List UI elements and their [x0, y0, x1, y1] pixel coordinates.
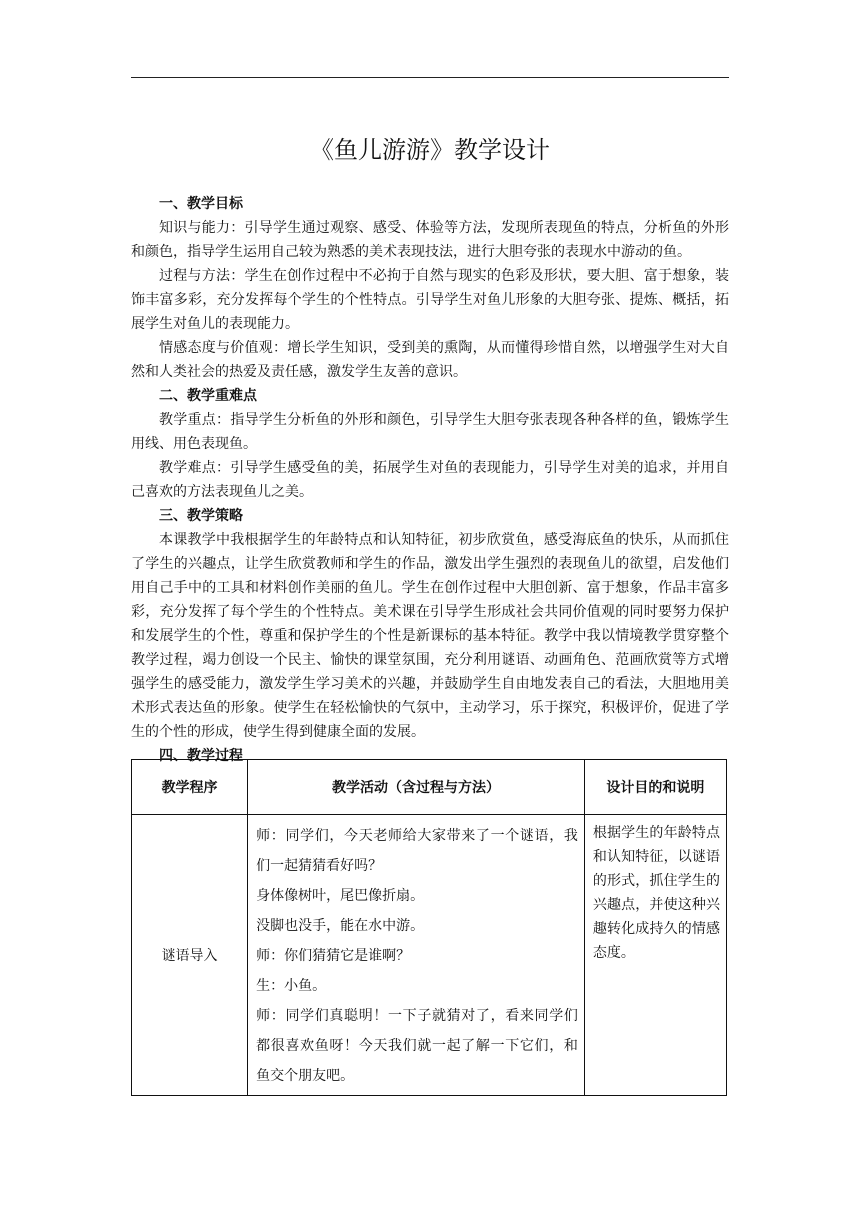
table-header-purpose: 设计目的和说明 — [584, 760, 726, 815]
table-header-stage: 教学程序 — [132, 760, 248, 815]
document-body — [131, 192, 729, 768]
activity-line: 师：你们猜猜它是谁啊？ — [256, 948, 411, 964]
header-rule — [131, 77, 729, 78]
paragraph-attitude: 情感态度与价值观：增长学生知识，受到美的熏陶，从而懂得珍惜自然，以增强学生对大自然和人类社会的热爱及责任感，激发学生友善的意识。 — [131, 340, 729, 380]
teaching-process-table — [131, 759, 727, 1096]
activity-line: 生：小鱼。 — [256, 978, 327, 994]
section-heading-strategy: 三、教学策略 — [159, 508, 243, 524]
activity-line: 身体像树叶，尾巴像折扇。 — [256, 888, 425, 904]
table-header-row — [132, 760, 727, 815]
table-header-activity: 教学活动（含过程与方法） — [248, 760, 585, 815]
paragraph-knowledge: 知识与能力：引导学生通过观察、感受、体验等方法，发现所表现鱼的特点，分析鱼的外形和颜色，指导学生运用自己较为熟悉的美术表现技法，进行大胆夸张的表现水中游动的鱼。 — [131, 220, 729, 260]
paragraph-difficulty: 教学难点：引导学生感受鱼的美，拓展学生对鱼的表现能力，引导学生对美的追求，并用自己喜欢的方法表现鱼儿之美。 — [131, 460, 729, 500]
section-heading-key-points: 二、教学重难点 — [159, 388, 257, 404]
activity-line: 师：同学们真聪明！一下子就猜对了，看来同学们都很喜欢鱼呀！今天我们就一起了解一下它们，和鱼交个朋友吧。 — [256, 1008, 578, 1084]
activity-line: 没脚也没手，能在水中游。 — [256, 918, 425, 934]
section-heading-process: 四、教学过程 — [159, 748, 243, 764]
table-cell-activity — [248, 815, 585, 1096]
paragraph-key-point: 教学重点：指导学生分析鱼的外形和颜色，引导学生大胆夸张表现各种各样的鱼，锻炼学生用线、用色表现鱼。 — [131, 412, 729, 452]
table-row — [132, 815, 727, 1096]
section-heading-objectives: 一、教学目标 — [159, 196, 243, 212]
table-cell-purpose: 根据学生的年龄特点和认知特征，以谜语的形式，抓住学生的兴趣点，并使这种兴趣转化成持久的情感态度。 — [584, 815, 726, 1096]
paragraph-strategy: 本课教学中我根据学生的年龄特点和认知特征，初步欣赏鱼，感受海底鱼的快乐，从而抓住了学生的兴趣点，让学生欣赏教师和学生的作品，激发出学生强烈的表现鱼儿的欲望，启发他们用自己手中的工具和材料创作美丽的鱼儿。学生在创作过程中大胆创新、富于想象，作品丰富多彩，充分发挥了每个学生的个性特点。美术课在引导学生形成社会共同价值观的同时要努力保护和发展学生的个性，尊重和保护学生的个性是新课标的基本特征。教学中我以情境教学贯穿整个教学过程，竭力创设一个民主、愉快的课堂氛围，充分利用谜语、动画角色、范画欣赏等方式增强学生的感受能力，激发学生学习美术的兴趣，并鼓励学生自由地发表自己的看法，大胆地用美术形式表达鱼的形象。使学生在轻松愉快的气氛中，主动学习，乐于探究，积极评价，促进了学生的个性的形成，使学生得到健康全面的发展。 — [131, 532, 729, 740]
paragraph-process: 过程与方法：学生在创作过程中不必拘于自然与现实的色彩及形状，要大胆、富于想象，装饰丰富多彩，充分发挥每个学生的个性特点。引导学生对鱼儿形象的大胆夸张、提炼、概括，拓展学生对鱼儿的表现能力。 — [131, 268, 729, 332]
document-title: 《鱼儿游游》教学设计 — [310, 136, 550, 164]
activity-line: 师：同学们，今天老师给大家带来了一个谜语，我们一起猜猜看好吗？ — [256, 828, 578, 874]
table-cell-stage: 谜语导入 — [132, 815, 248, 1096]
